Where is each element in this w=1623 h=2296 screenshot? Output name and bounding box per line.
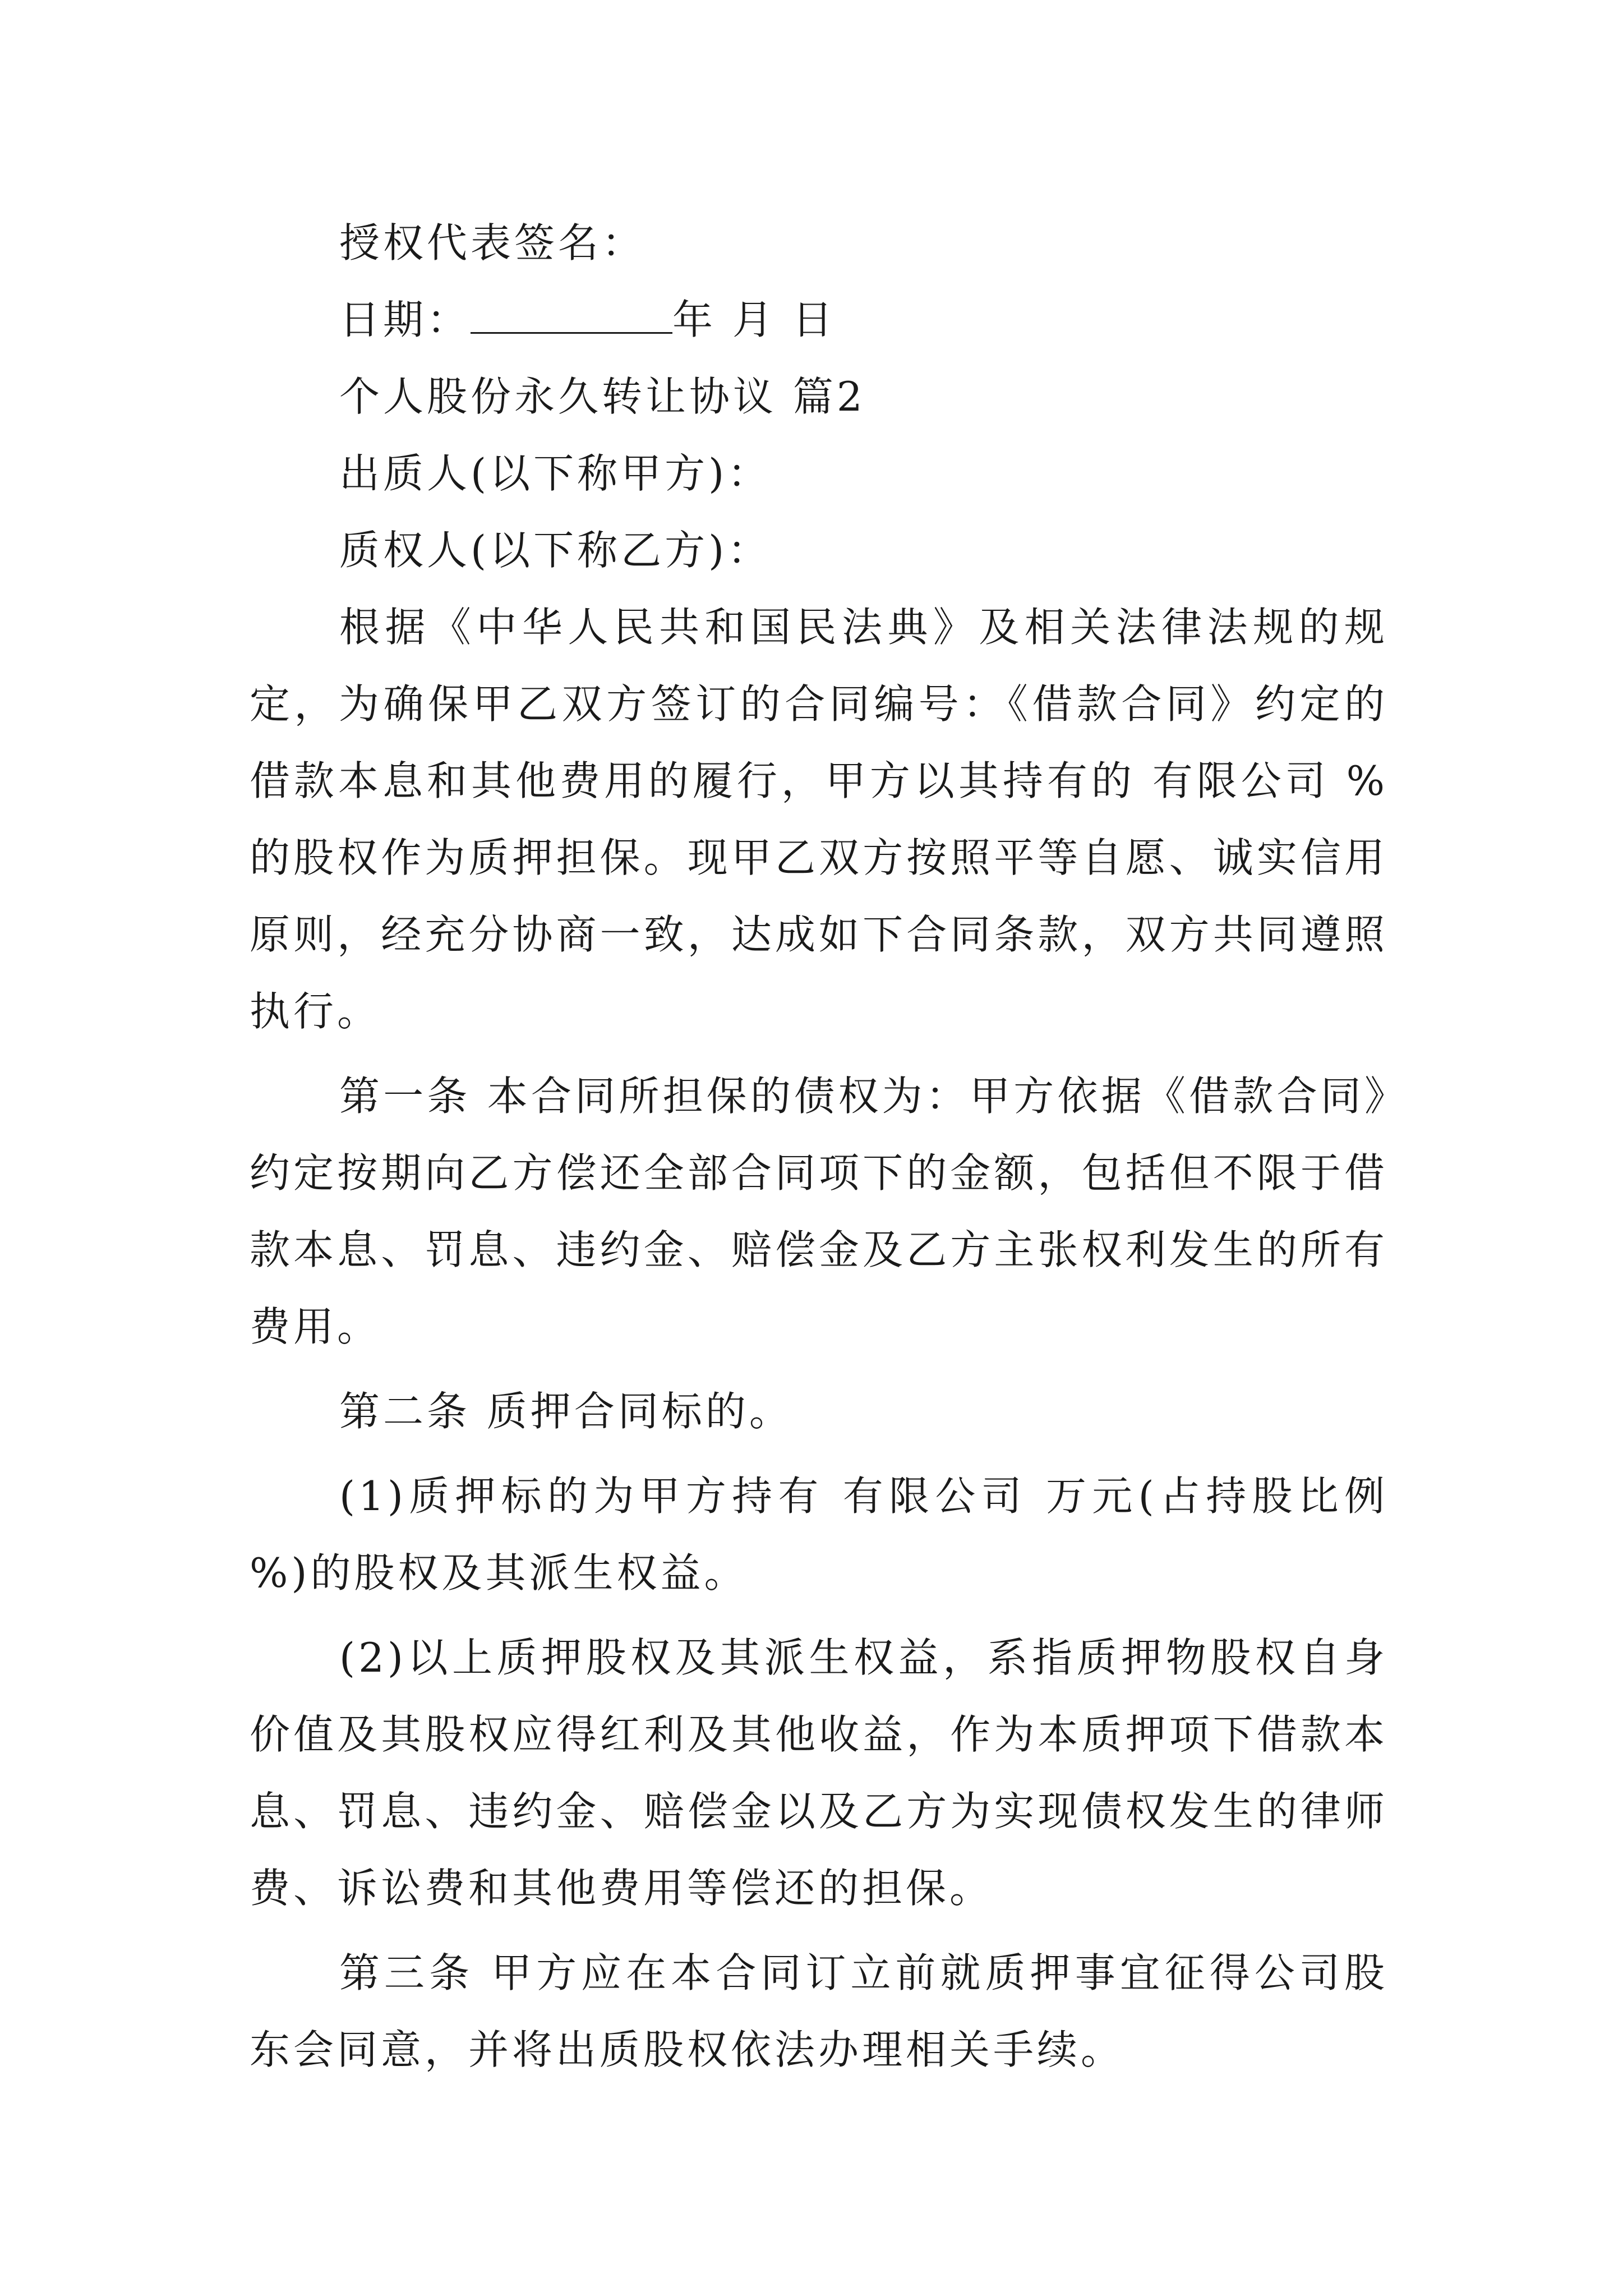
paragraph-item-2: (2)以上质押股权及其派生权益，系指质押物股权自身价值及其股权应得红利及其他收益，作为本质押项下借款本息、罚息、违约金、赔偿金以及乙方为实现债权发生的律师费、诉讼费和其他费用等偿还的担保。 <box>250 1634 1388 1912</box>
paragraph-preamble: 根据《中华人民共和国民法典》及相关法律法规的规定，为确保甲乙双方签订的合同编号：《借款合同》约定的借款本息和其他费用的履行，甲方以其持有的 有限公司 %的股权作为质押担保。现甲乙双方按照平等自愿、诚实信用原则，经充分协商一致，达成如下合同条款，双方共同遵照执行。 <box>250 604 1388 1035</box>
date-blank <box>471 298 672 334</box>
signature-label: 授权代表签名： <box>339 219 646 266</box>
section-title <box>250 358 1388 435</box>
paragraph-article-1: 第一条 本合同所担保的债权为：甲方依据《借款合同》约定按期向乙方偿还全部合同项下的金额，包括但不限于借款本息、罚息、违约金、赔偿金及乙方主张权利发生的所有费用。 <box>250 1073 1388 1350</box>
document-body <box>250 205 1388 2088</box>
section-title-text: 个人股份永久转让协议 篇2 <box>339 373 866 420</box>
signature-line <box>250 205 1388 282</box>
date-label: 日期： <box>339 296 471 343</box>
date-suffix: 年 月 日 <box>672 296 836 343</box>
paragraph-item-1: (1)质押标的为甲方持有 有限公司 万元(占持股比例 %)的股权及其派生权益。 <box>250 1473 1388 1596</box>
paragraph-article-2: 第二条 质押合同标的。 <box>339 1388 793 1435</box>
pledgor-line <box>250 435 1388 512</box>
date-line <box>250 282 1388 358</box>
pledgee-label: 质权人(以下称乙方)： <box>339 527 772 574</box>
pledgor-label: 出质人(以下称甲方)： <box>339 450 772 497</box>
paragraph-article-3: 第三条 甲方应在本合同订立前就质押事宜征得公司股东会同意，并将出质股权依法办理相关手续。 <box>250 1949 1388 2073</box>
pledgee-line <box>250 512 1388 589</box>
